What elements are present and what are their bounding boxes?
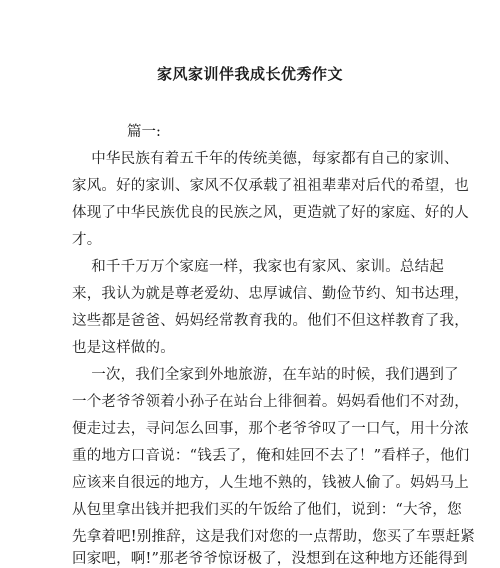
- body-line: 体现了中华民族优良的民族之风，更造就了好的家庭、好的人: [72, 205, 469, 221]
- section-label: 篇一:: [127, 124, 161, 140]
- body-line: 一次，我们全家到外地旅游，在车站的时候，我们遇到了: [72, 367, 459, 383]
- body-line: 也是这样做的。: [72, 340, 175, 356]
- body-line: 便走过去，寻问怎么回事，那个老爷爷叹了一口气，用十分浓: [72, 421, 469, 437]
- body-line: 才。: [72, 232, 102, 248]
- body-line: 从包里拿出钱并把我们买的午饭给了他们，说到：“大爷，您: [72, 502, 462, 518]
- body-line: 这些都是爸爸、妈妈经常教育我的。他们不但这样教育了我，: [72, 313, 469, 329]
- body-line: 来，我认为就是尊老爱幼、忠厚诚信、勤俭节约、知书达理，: [72, 286, 469, 302]
- body-line: 重的地方口音说：“钱丢了，俺和娃回不去了！”看样子，他们: [72, 448, 470, 464]
- body-line: 一个老爷爷领着小孙子在站台上徘徊着。妈妈看他们不对劲，: [72, 394, 469, 410]
- body-line: 中华民族有着五千年的传统美德，每家都有自己的家训、: [72, 151, 459, 167]
- body-line: 回家吧，啊!”那老爷爷惊讶极了，没想到在这种地方还能得到: [72, 551, 468, 567]
- body-line: 应该来自很远的地方，人生地不熟的，钱被人偷了。妈妈马上: [72, 475, 469, 491]
- body-line: 和千千万万个家庭一样，我家也有家风、家训。总结起: [72, 259, 445, 275]
- body-line: 先拿着吧!别推辞，这是我们对您的一点帮助，您买了车票赶紧: [72, 529, 475, 545]
- document-title: 家风家训伴我成长优秀作文: [156, 65, 343, 83]
- body-line: 家风。好的家训、家风不仅承载了祖祖辈辈对后代的希望，也: [72, 178, 469, 194]
